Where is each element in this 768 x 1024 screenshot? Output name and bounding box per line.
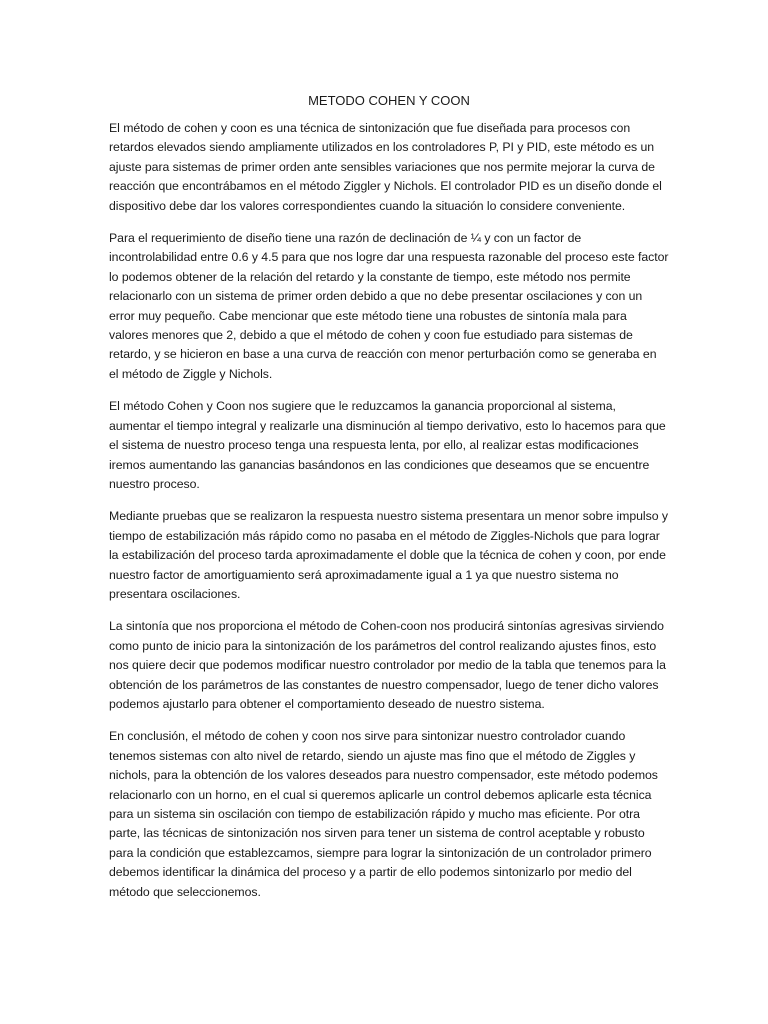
paragraph-gain-adjustment: El método Cohen y Coon nos sugiere que le reduzcamos la ganancia proporcional al sistema, aumentar el tiempo integral y realizarle una disminución al tiempo derivativo, esto lo hacemos para que el sistema de nuestro proceso tenga una respuesta lenta, por ello, al realizar estas modificaciones iremos aumentando las ganancias basándonos en las condiciones que deseamos que se encuentre nuestro proceso. bbox=[109, 399, 666, 491]
document-body bbox=[109, 93, 669, 915]
paragraph-design-requirement: Para el requerimiento de diseño tiene una razón de declinación de ¼ y con un factor de incontrolabilidad entre 0.6 y 4.5 para que nos logre dar una respuesta razonable del proceso este factor lo podemos obtener de la relación del retardo y la constante de tiempo, este método nos permite relacionarlo con un sistema de primer orden debido a que no debe presentar oscilaciones y con un error muy pequeño. Cabe mencionar que este método tiene una robustes de sintonía mala para valores menores que 2, debido a que el método de cohen y coon fue estudiado para sistemas de retardo, y se hicieron en base a una curva de reacción con menor perturbación como se generaba en el método de Ziggle y Nichols. bbox=[109, 231, 669, 381]
paragraph-conclusion: En conclusión, el método de cohen y coon nos sirve para sintonizar nuestro controlador cuando tenemos sistemas con alto nivel de retardo, siendo un ajuste mas fino que el método de Ziggles y nichols, para la obtención de los valores deseados para nuestro compensador, este método podemos relacionarlo con un horno, en el cual si queremos aplicarle un control debemos aplicarle esta técnica para un sistema sin oscilación con tiempo de estabilización rápido y mucho mas eficiente. Por otra parte, las técnicas de sintonización nos sirven para tener un sistema de control aceptable y robusto para la condición que establezcamos, siempre para lograr la sintonización de un controlador primero debemos identificar la dinámica del proceso y a partir de ello podemos sintonizarlo por medio del método que seleccionemos. bbox=[109, 729, 658, 899]
paragraph-test-results: Mediante pruebas que se realizaron la respuesta nuestro sistema presentara un menor sobre impulso y tiempo de estabilización más rápido como no pasaba en el método de Ziggles-Nichols que para lograr la estabilización del proceso tarda aproximadamente el doble que la técnica de cohen y coon, por ende nuestro factor de amortiguamiento será aproximadamente igual a 1 ya que nuestro sistema no presentara oscilaciones. bbox=[109, 509, 668, 601]
paragraph-tuning: La sintonía que nos proporciona el método de Cohen-coon nos producirá sintonías agresivas sirviendo como punto de inicio para la sintonización de los parámetros del control realizando ajustes finos, esto nos quiere decir que podemos modificar nuestro controlador por medio de la tabla que tenemos para la obtención de los parámetros de las constantes de nuestro compensador, luego de tener dicho valores podemos ajustarlo para obtener el comportamiento deseado de nuestro sistema. bbox=[109, 619, 666, 711]
document-title: METODO COHEN Y COON bbox=[308, 93, 470, 108]
paragraph-intro: El método de cohen y coon es una técnica de sintonización que fue diseñada para procesos con retardos elevados siendo ampliamente utilizados en los controladores P, PI y PID, este método es un ajuste para sistemas de primer orden ante sensibles variaciones que nos permite mejorar la curva de reacción que encontrábamos en el método Ziggler y Nichols. El controlador PID es un diseño donde el dispositivo debe dar los valores correspondientes cuando la situación lo considere conveniente. bbox=[109, 121, 662, 213]
